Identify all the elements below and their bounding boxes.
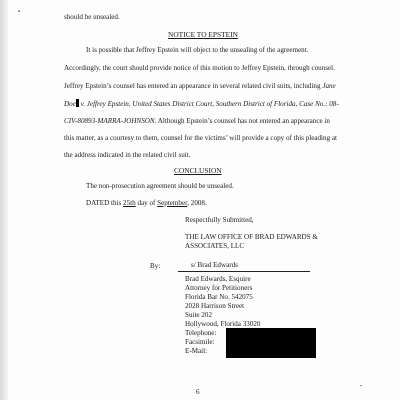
notice-line-7: the address indicated in the related civil suit. — [64, 151, 191, 159]
address-line-3: Florida Bar No. 542075 — [185, 293, 253, 301]
notice-line-1: It is possible that Jeffrey Epstein will object to the unsealing of the agreement. — [86, 46, 309, 54]
scan-speck — [18, 10, 20, 12]
redaction-mark — [76, 99, 79, 107]
firm-name-line-2: ASSOCIATES, LLC — [185, 242, 245, 250]
case-name-jane: Jane — [322, 82, 336, 90]
address-line-1: Brad Edwards, Esquire — [185, 275, 251, 283]
by-label: By: — [150, 262, 161, 270]
telephone-label: Telephone: — [185, 329, 217, 337]
notice-line-5: CIV-80893-MARRA-JOHNSON. Although Epstein’s counsel has not entered an appearance in — [64, 117, 330, 125]
email-label: E-Mail: — [185, 347, 208, 355]
dated-line: DATED this 25th day of September, 2008. — [86, 199, 207, 207]
redaction-block — [226, 328, 316, 358]
intro-fragment: should be unsealed. — [64, 13, 120, 21]
dated-month: September — [157, 199, 188, 207]
case-name-doe: Doe — [64, 100, 76, 108]
address-line-5: Suite 202 — [185, 311, 212, 319]
notice-heading: NOTICE TO EPSTEIN — [168, 30, 238, 39]
page-number: 6 — [196, 388, 200, 396]
notice-line-2: Accordingly, the court should provide notice of this motion to Jeffrey Epstein, through counsel. — [64, 64, 335, 72]
facsimile-label: Facsimile: — [185, 338, 215, 346]
dated-day: 25th — [123, 199, 136, 207]
case-number-tail: CIV-80893-MARRA-JOHNSON. — [64, 117, 157, 125]
scan-edge-shadow — [0, 0, 8, 400]
conclusion-text: The non-prosecution agreement should be unsealed. — [86, 182, 234, 190]
address-line-2: Attorney for Petitioners — [185, 284, 253, 292]
signature-line — [178, 271, 310, 272]
notice-line-6: this matter, as a courtesy to them, counsel for the victims’ will provide a copy of this pleading at — [64, 134, 338, 142]
notice-line-3: Jeffrey Epstein’s counsel has entered an appearance in several related civil suits, including Jane — [64, 82, 336, 90]
signature-text: s/ Brad Edwards — [191, 261, 238, 269]
closing-line: Respectfully Submitted, — [185, 216, 254, 224]
notice-line-4: Doe v. Jeffrey Epstein, United States District Court, Southern District of Florida, Case No.: 08- — [64, 100, 339, 108]
address-line-4: 2028 Harrison Street — [185, 302, 245, 310]
address-line-6: Hollywood, Florida 33020 — [185, 320, 261, 328]
conclusion-heading: CONCLUSION — [174, 166, 222, 175]
scan-speck — [360, 385, 362, 386]
firm-name-line-1: THE LAW OFFICE OF BRAD EDWARDS & — [185, 233, 318, 241]
